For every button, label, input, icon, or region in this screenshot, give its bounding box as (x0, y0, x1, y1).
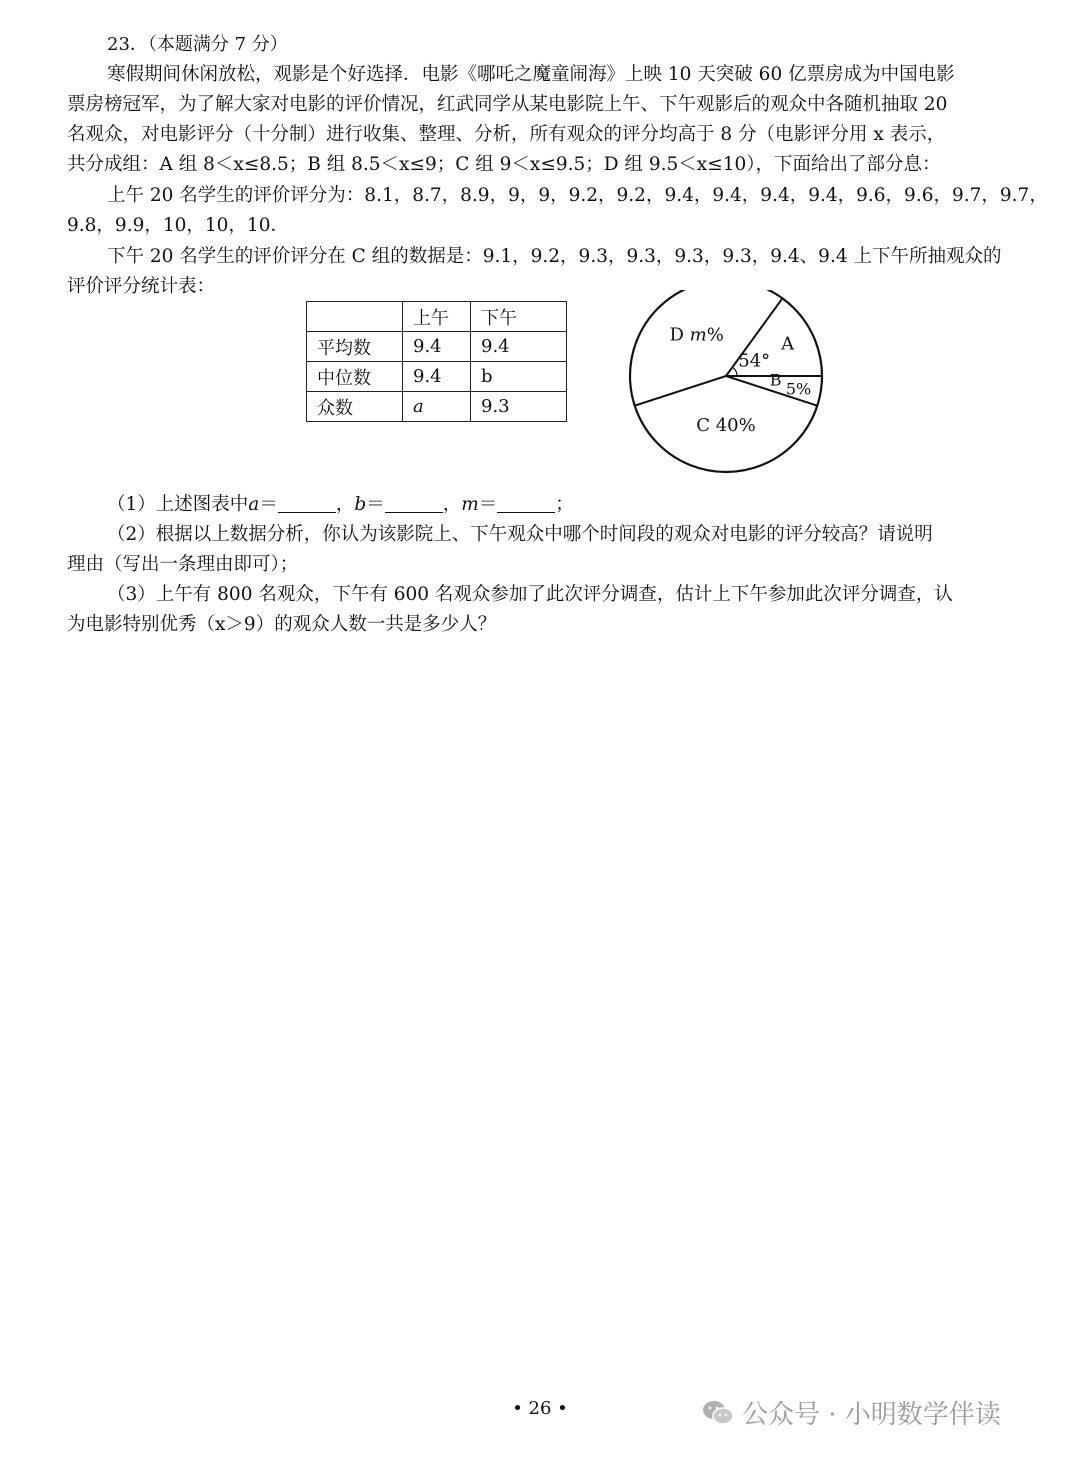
table-cell (307, 302, 403, 332)
sub-question-1 (107, 490, 1017, 520)
watermark-text: 公众号 · 小明数学伴读 (742, 1400, 1001, 1430)
pie-label-b: B (769, 370, 782, 390)
pie-annotation-b: 5% (785, 379, 812, 399)
q1-sep-1: ， (335, 494, 355, 515)
q1-eq-m: ＝ (478, 494, 498, 515)
q1-prefix: （1）上述图表中 (107, 494, 249, 515)
watermark (702, 1394, 1001, 1431)
q1-end: ； (555, 494, 574, 515)
q1-eq-b: ＝ (366, 494, 385, 515)
table-row (307, 392, 567, 422)
afternoon-scores-line-1: 下午 20 名学生的评价评分在 C 组的数据是：9.1，9.2，9.3，9.3，9.3，9.3，9.4、9.4 上下午所抽观众的 (107, 246, 1002, 267)
table-cell: 9.4 (403, 362, 471, 392)
pie-annotation-a: 54° (738, 350, 771, 372)
var-m: m (461, 494, 479, 515)
table-cell: 9.3 (471, 392, 567, 422)
page-number: • 26 • (512, 1398, 568, 1419)
pie-label-d: D m% (669, 324, 724, 346)
table-row-label-mode: 众数 (307, 392, 403, 422)
table-cell: 9.4 (403, 332, 471, 362)
sub-question-2-line-2: 理由（写出一条理由即可）； (67, 554, 299, 575)
pie-label-a: A (781, 333, 795, 355)
morning-scores-line-2: 9.8，9.9，10，10，10． (67, 215, 289, 236)
wechat-icon (702, 1399, 734, 1427)
var-b: b (354, 494, 367, 515)
answer-blank-a[interactable] (278, 494, 336, 513)
intro-line-1: 寒假期间休闲放松，观影是个好选择．电影《哪吒之魔童闹海》上映 10 天突破 60 亿票房成为中国电影 (107, 64, 955, 85)
intro-line-3: 名观众，对电影评分（十分制）进行收集、整理、分析，所有观众的评分均高于 8 分（电影评分用 x 表示， (67, 124, 946, 145)
answer-blank-m[interactable] (497, 494, 555, 513)
answer-blank-b[interactable] (385, 494, 443, 513)
sub-question-3-line-2: 为电影特别优秀（x＞9）的观众人数一共是多少人？ (67, 614, 497, 635)
table-header-afternoon: 下午 (471, 302, 567, 332)
statistics-table (306, 301, 567, 422)
table-row (307, 362, 567, 392)
table-cell: b (471, 362, 567, 392)
q1-sep-2: ， (442, 494, 462, 515)
pie-label-c: C 40% (696, 414, 756, 436)
question-title: 23．（本题满分 7 分） (107, 34, 288, 55)
sub-question-2-line-1: （2）根据以上数据分析，你认为该影院上、下午观众中哪个时间段的观众对电影的评分较高？请说明 (107, 524, 933, 545)
table-cell: a (403, 392, 471, 422)
afternoon-scores-line-2: 评价评分统计表： (67, 276, 216, 297)
table-row (307, 332, 567, 362)
table-row-label-mean: 平均数 (307, 332, 403, 362)
table-header-morning: 上午 (403, 302, 471, 332)
table-row-label-median: 中位数 (307, 362, 403, 392)
sub-question-3-line-1: （3）上午有 800 名观众，下午有 600 名观众参加了此次评分调查，估计上下午参加此次评分调查，认 (107, 584, 953, 605)
pie-chart (612, 290, 832, 490)
table-header-row (307, 302, 567, 332)
morning-scores-line-1: 上午 20 名学生的评价评分为：8.1，8.7，8.9，9，9，9.2，9.2，9.4，9.4，9.4，9.4，9.6，9.6，9.7，9.7， (107, 185, 1048, 206)
table-cell: 9.4 (471, 332, 567, 362)
intro-line-4: 共分成组：A 组 8＜x≤8.5；B 组 8.5＜x≤9；C 组 9＜x≤9.5；D 组 9.5＜x≤10），下面给出了部分息： (67, 154, 941, 175)
var-a: a (248, 494, 260, 515)
intro-line-2: 票房榜冠军，为了解大家对电影的评价情况，红武同学从某电影院上午、下午观影后的观众中各随机抽取 20 (67, 94, 948, 115)
q1-eq-a: ＝ (259, 494, 278, 515)
